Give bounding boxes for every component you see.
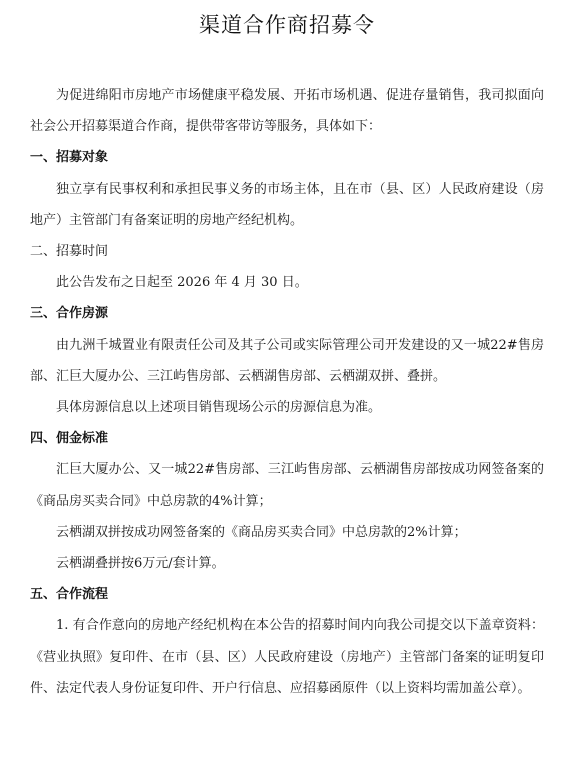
section-heading-recruitment-time: 二、招募时间 xyxy=(30,244,109,260)
commission-standard-paragraph-1: 汇巨大厦办公、又一城22#售房部、三江屿售房部、云栖湖售房部按成功网签备案的《商品房买卖合同》中总房款的4%计算； xyxy=(30,462,544,509)
intro-paragraph: 为促进绵阳市房地产市场健康平稳发展、开拓市场机遇、促进存量销售，我司拟面向社会公开招募渠道合作商，提供带客带访等服务，具体如下： xyxy=(30,88,544,135)
property-info-note-paragraph: 具体房源信息以上述项目销售现场公示的房源信息为准。 xyxy=(56,400,382,416)
section-heading-cooperation-properties: 三、合作房源 xyxy=(30,306,109,322)
commission-standard-paragraph-2: 云栖湖双拼按成功网签备案的《商品房买卖合同》中总房款的2%计算； xyxy=(56,524,467,540)
cooperation-process-paragraph-1: 1. 有合作意向的房地产经纪机构在本公告的招募时间内向我公司提交以下盖章资料：《营业执照》复印件、在市（县、区）人民政府建设（房地产）主管部门备案的证明复印件、法定代表人身份证复印件、开户行信息、应招募函原件（以上资料均需加盖公章）。 xyxy=(30,618,544,696)
document-title: 渠道合作商招募令 xyxy=(199,13,375,37)
cooperation-properties-paragraph: 由九洲千城置业有限责任公司及其子公司或实际管理公司开发建设的又一城22#售房部、汇巨大厦办公、三江屿售房部、云栖湖售房部、云栖湖双拼、叠拼。 xyxy=(30,337,544,384)
section-heading-recruitment-target: 一、招募对象 xyxy=(30,150,109,166)
section-heading-commission-standard: 四、佣金标准 xyxy=(30,431,109,447)
commission-standard-paragraph-3: 云栖湖叠拼按6万元/套计算。 xyxy=(56,556,225,572)
recruitment-target-paragraph: 独立享有民事权利和承担民事义务的市场主体，且在市（县、区）人民政府建设（房地产）主管部门有备案证明的房地产经纪机构。 xyxy=(30,181,544,228)
document-body xyxy=(30,80,544,704)
section-heading-cooperation-process: 五、合作流程 xyxy=(30,587,109,603)
recruitment-time-paragraph: 此公告发布之日起至 2026 年 4 月 30 日。 xyxy=(56,275,308,291)
